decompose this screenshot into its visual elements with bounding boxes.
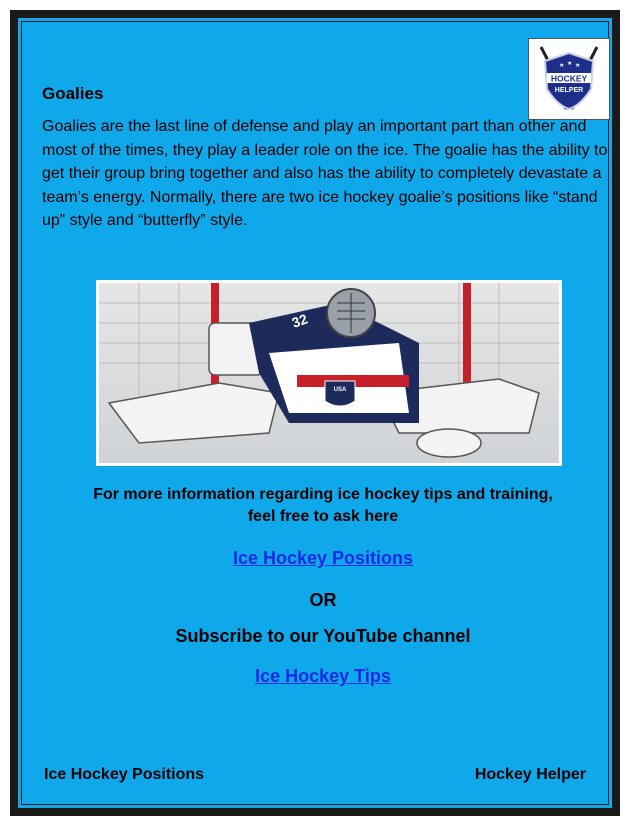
info-line-2: feel free to ask here [247,508,399,525]
info-text [18,484,628,528]
svg-text:★: ★ [567,61,573,67]
info-line-1: For more information regarding ice hockey tips and training, [93,486,553,503]
footer-right-text: Hockey Helper [474,766,586,783]
hockey-helper-logo [528,38,610,120]
jersey-number: 32 [289,310,310,331]
or-text: OR [309,590,337,610]
page-panel [17,17,613,809]
logo-text-line1: HOCKEY [550,73,588,84]
link-ice-hockey-tips[interactable] [18,666,628,687]
link-ice-hockey-positions[interactable] [18,548,628,569]
footer-left-text: Ice Hockey Positions [44,766,205,783]
jersey-badge-text: USA [333,387,347,393]
subscribe-text: Subscribe to our YouTube channel [175,626,471,646]
section-heading: Goalies [42,84,104,103]
logo-text-line2: HELPER [554,87,584,94]
page-frame [10,10,620,816]
link-ice-hockey-tips-label[interactable]: Ice Hockey Tips [255,666,391,686]
svg-text:★: ★ [559,63,565,69]
svg-text:★: ★ [575,63,581,69]
section-body: Goalies are the last line of defense and play an important part than other and most of the times, they play a leader role on the ice. The goalie has the ability to get their group bring together and also has the ability to completely devastate a team’s energy. Normally, there are two ice hockey goalie’s positions like “stand up” style and “butterfly” style. [42,118,608,229]
link-ice-hockey-positions-label[interactable]: Ice Hockey Positions [232,548,414,568]
goalie-photo [96,280,562,466]
